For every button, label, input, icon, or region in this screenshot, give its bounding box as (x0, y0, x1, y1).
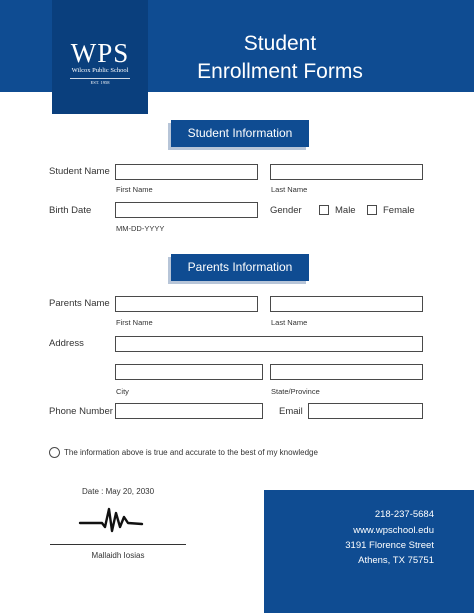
male-label: Male (335, 205, 356, 216)
student-info-heading: Student Information (171, 120, 309, 147)
contact-phone: 218-237-5684 (374, 509, 434, 520)
signature-mark (78, 503, 144, 535)
email-label: Email (279, 406, 303, 417)
title-line-1: Student (243, 32, 317, 55)
email-input[interactable] (308, 403, 423, 419)
phone-input[interactable] (115, 403, 263, 419)
state-input[interactable] (270, 364, 423, 380)
contact-city: Athens, TX 75751 (358, 555, 434, 566)
birth-date-label: Birth Date (49, 205, 92, 216)
logo-established: EST. 1958 (90, 80, 110, 85)
student-first-name-input[interactable] (115, 164, 258, 180)
school-logo (52, 0, 148, 114)
signatory-name: Mallaidh Iosias (91, 551, 145, 560)
parents-last-name-hint: Last Name (271, 318, 308, 327)
gender-label: Gender (270, 205, 302, 216)
page-title (170, 30, 390, 86)
contact-website[interactable]: www.wpschool.edu (353, 525, 434, 536)
contact-street: 3191 Florence Street (345, 540, 434, 551)
parents-info-heading: Parents Information (171, 254, 309, 281)
parents-last-name-input[interactable] (270, 296, 423, 312)
birth-date-hint: MM-DD-YYYY (116, 224, 165, 233)
state-hint: State/Province (271, 387, 320, 396)
signature-line (50, 544, 186, 545)
student-name-label: Student Name (49, 166, 110, 177)
logo-school-name: Wilcox Public School (71, 67, 129, 74)
female-label: Female (383, 205, 415, 216)
signature-date: Date : May 20, 2030 (82, 487, 155, 496)
male-checkbox[interactable] (319, 205, 329, 215)
city-hint: City (116, 387, 129, 396)
logo-divider (70, 78, 130, 79)
parents-first-name-input[interactable] (115, 296, 258, 312)
parents-name-label: Parents Name (49, 298, 110, 309)
logo-initials: WPS (70, 38, 130, 68)
declaration-text: The information above is true and accurate to the best of my knowledge (64, 448, 318, 457)
birth-date-input[interactable] (115, 202, 258, 218)
student-last-name-input[interactable] (270, 164, 423, 180)
student-last-name-hint: Last Name (271, 185, 308, 194)
address-input[interactable] (115, 336, 423, 352)
city-input[interactable] (115, 364, 263, 380)
student-first-name-hint: First Name (116, 185, 153, 194)
phone-label: Phone Number (49, 406, 113, 417)
parents-first-name-hint: First Name (116, 318, 153, 327)
address-label: Address (49, 338, 84, 349)
female-checkbox[interactable] (367, 205, 377, 215)
declaration-radio[interactable] (49, 447, 60, 458)
title-line-2: Enrollment Forms (197, 60, 363, 83)
